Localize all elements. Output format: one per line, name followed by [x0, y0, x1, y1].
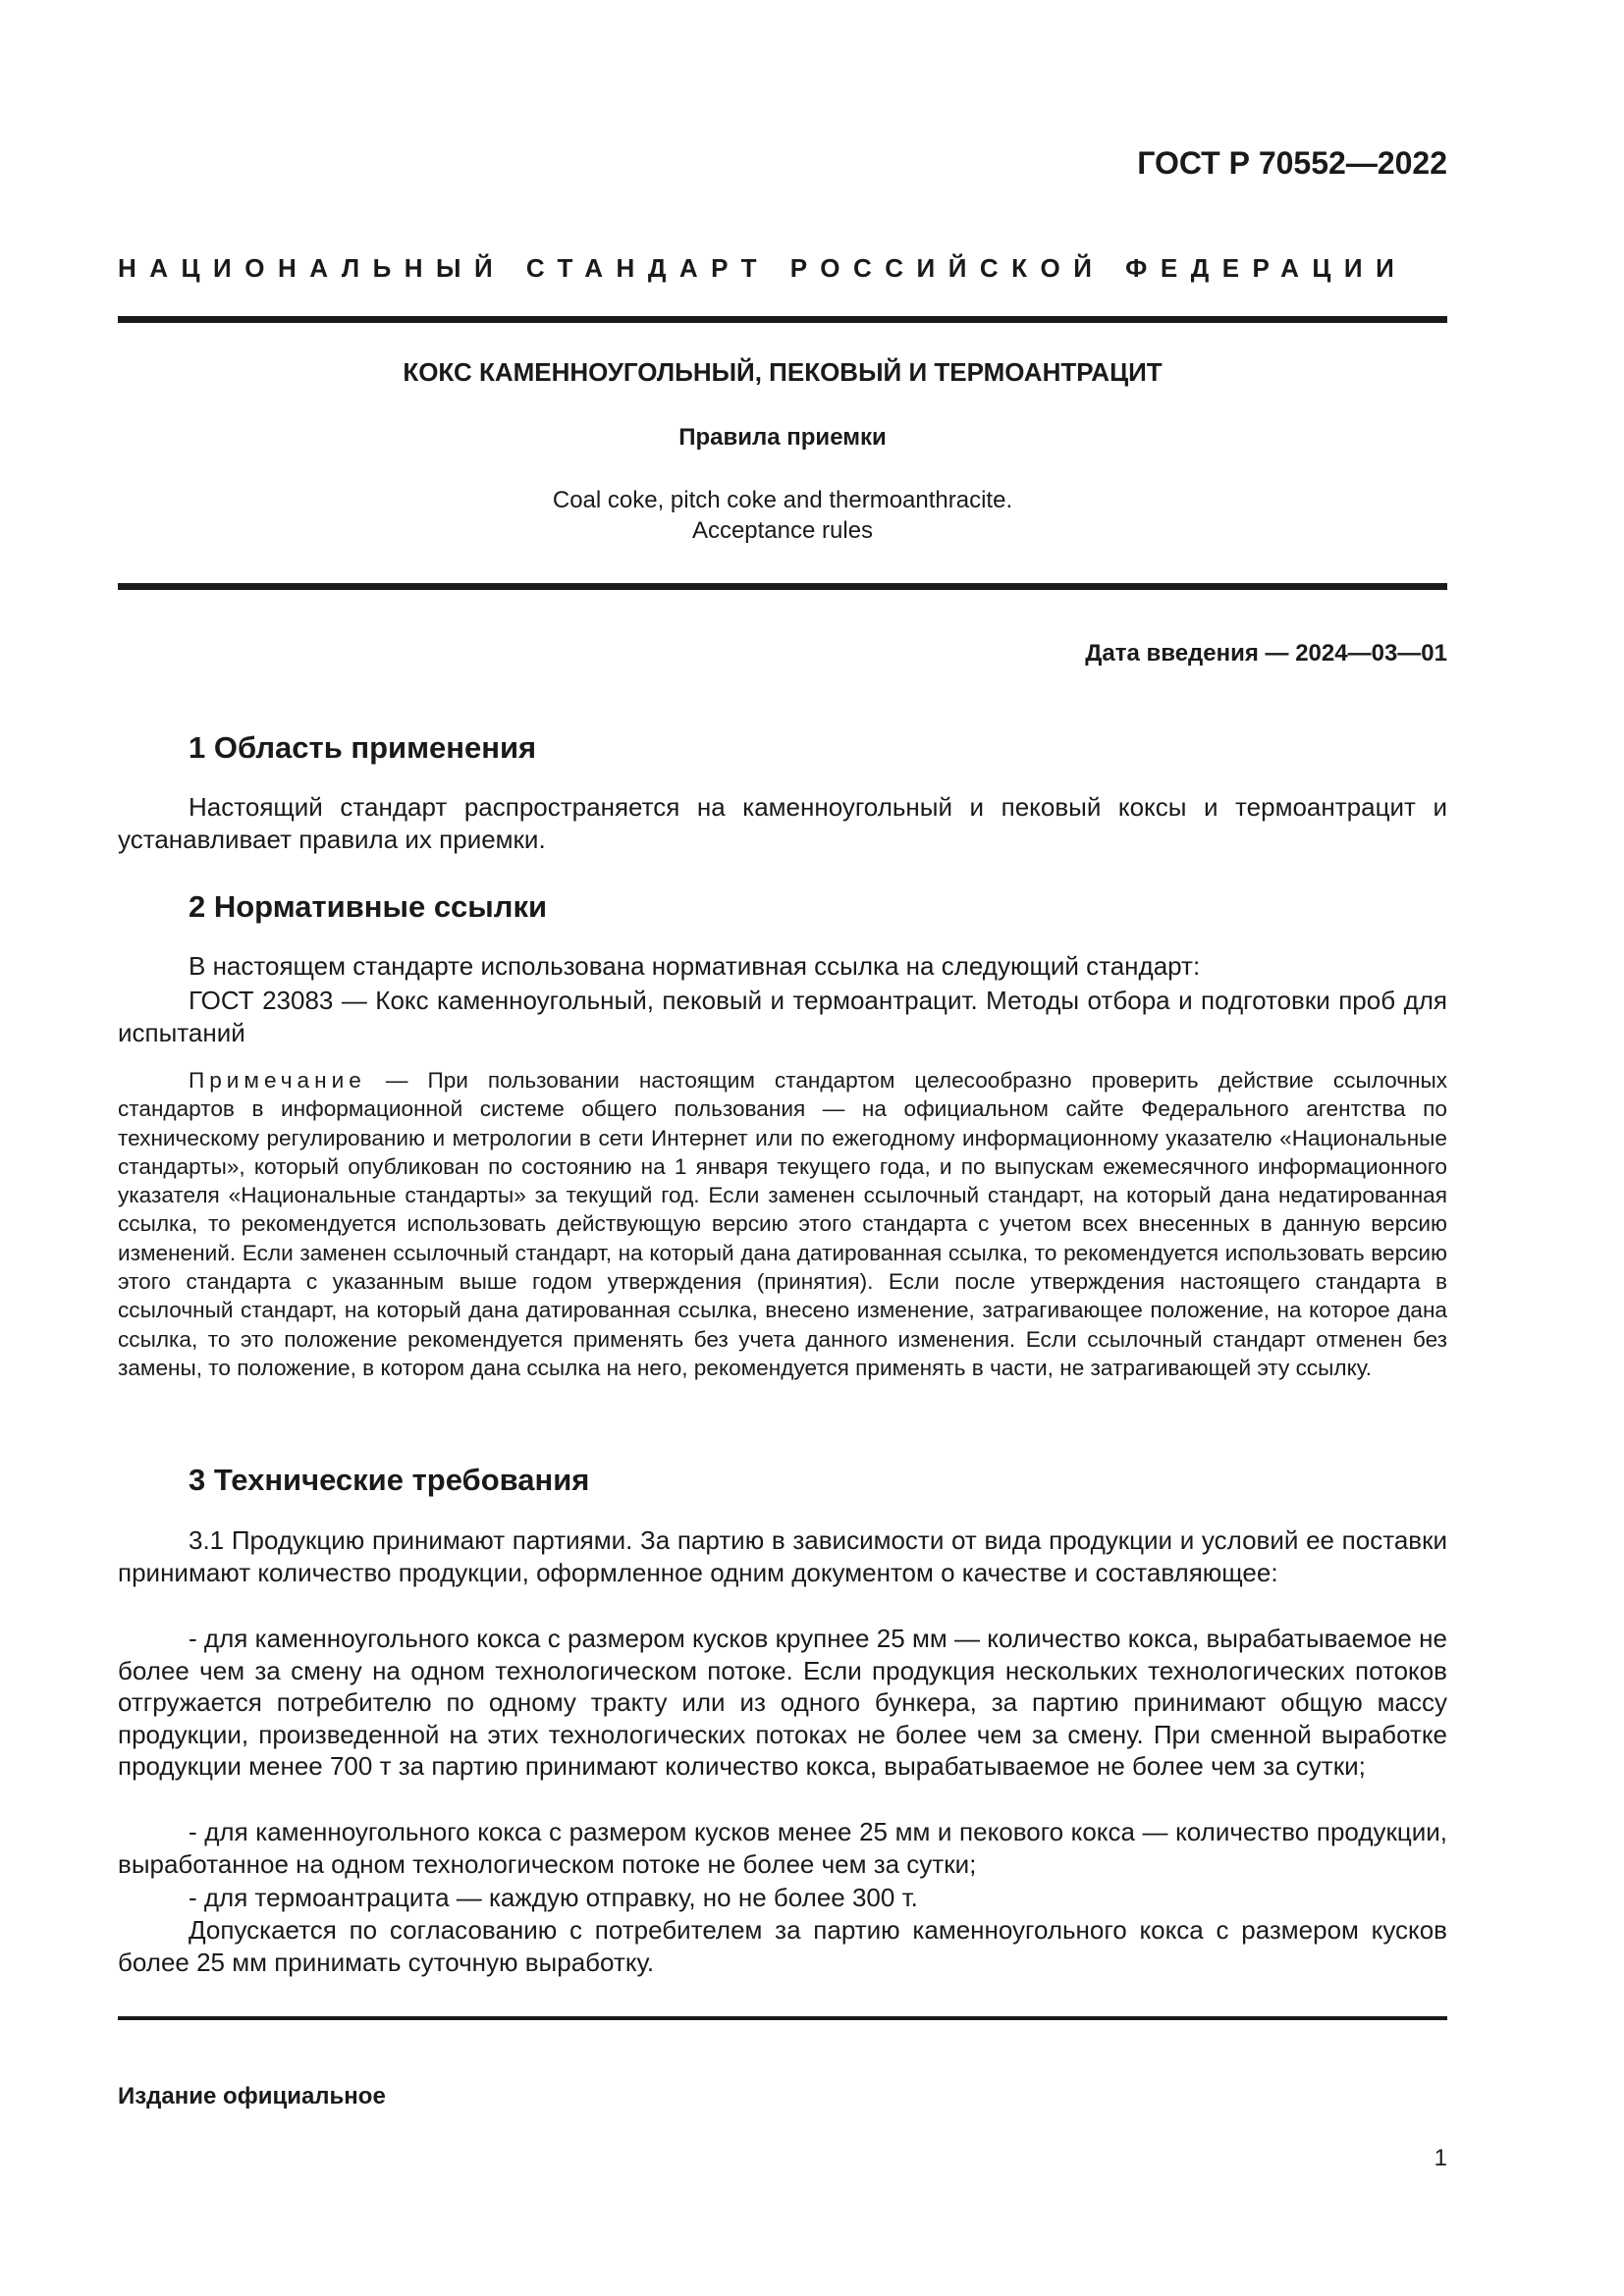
- section-1-paragraph: Настоящий стандарт распространяется на каменноугольный и пековый коксы и термоантрацит и устанавливает правила их приемки.: [118, 792, 1447, 854]
- page-number: 1: [1434, 2145, 1447, 2171]
- document-title: КОКС КАМЕННОУГОЛЬНЫЙ, ПЕКОВЫЙ И ТЕРМОАНТРАЦИТ: [403, 357, 1163, 387]
- section-3-heading: 3 Технические требования: [189, 1463, 590, 1497]
- document-code: ГОСТ Р 70552—2022: [1137, 145, 1447, 181]
- section-2-intro: В настоящем стандарте использована нормативная ссылка на следующий стандарт:: [189, 951, 1201, 981]
- top-divider: [118, 316, 1447, 323]
- english-title-line2: Acceptance rules: [691, 517, 874, 544]
- note-label: Примечание: [189, 1068, 366, 1093]
- section-2-note: [118, 1066, 1447, 1382]
- clause-3-1: 3.1 Продукцию принимают партиями. За партию в зависимости от вида продукции и условий ее поставки принимают количество продукции, оформленное одним документом о качестве и составляющее:: [118, 1525, 1447, 1587]
- english-title-line1: Coal coke, pitch coke and thermoanthracite.: [552, 487, 1013, 513]
- section-2-heading: 2 Нормативные ссылки: [189, 889, 548, 924]
- title-divider: [118, 583, 1447, 590]
- english-title: [118, 485, 1447, 546]
- note-text: — При пользовании настоящим стандартом целесообразно проверить действие ссылочных стандартов в информационной системе общего пользования — на официальном сайте Федерального агентства по техническому регулированию и метрологии в сети Интернет или по ежегодному информационному указателю «Национальные стандарты», который опубликован по состоянию на 1 января текущего года, и по выпускам ежемесячного информационного указателя «Национальные стандарты» за текущий год. Если заменен ссылочный стандарт, на который дана недатированная ссылка, то рекомендуется использовать действующую версию этого стандарта с учетом всех внесенных в данную версию изменений. Если заменен ссылочный стандарт, на который дана датированная ссылка, то рекомендуется использовать версию этого стандарта с указанным выше годом утверждения (принятия). Если после утверждения настоящего стандарта в ссылочный стандарт, на который дана датированная ссылка, внесено изменение, затрагивающее положение, на которое дана ссылка, то это положение рекомендуется применять без учета данного изменения. Если ссылочный стандарт отменен без замены, то положение, в котором дана ссылка на него, рекомендуется применять в части, не затрагивающей эту ссылку.: [118, 1068, 1447, 1380]
- national-standard-banner: НАЦИОНАЛЬНЫЙ СТАНДАРТ РОССИЙСКОЙ ФЕДЕРАЦИИ: [118, 253, 1408, 283]
- list-item: - для каменноугольного кокса с размером кусков крупнее 25 мм — количество кокса, вырабатываемое не более чем за смену на одном технологическом потоке. Если продукция нескольких технологических потоков отгружается потребителю по одному тракту или из одного бункера, за партию принимают общую массу продукции, произведенной на этих технологических потоках не более чем за смену. При сменной выработке продукции менее 700 т за партию принимают количество кокса, вырабатываемое не более чем за сутки;: [118, 1624, 1447, 1781]
- list-item: - для термоантрацита — каждую отправку, но не более 300 т.: [189, 1883, 918, 1912]
- closing-paragraph: Допускается по согласованию с потребителем за партию каменноугольного кокса с размером кусков более 25 мм принимать суточную выработку.: [118, 1915, 1447, 1977]
- introduction-date: Дата введения — 2024—03—01: [1085, 640, 1447, 667]
- document-subtitle: Правила приемки: [678, 424, 887, 451]
- footer-divider: [118, 2016, 1447, 2020]
- list-item: - для каменноугольного кокса с размером кусков менее 25 мм и пекового кокса — количество продукции, выработанное на одном технологическом потоке не более чем за сутки;: [118, 1817, 1447, 1879]
- normative-reference: ГОСТ 23083 — Кокс каменноугольный, пековый и термоантрацит. Методы отбора и подготовки проб для испытаний: [118, 986, 1447, 1047]
- section-1-heading: 1 Область применения: [189, 730, 537, 765]
- official-edition-label: Издание официальное: [118, 2083, 386, 2109]
